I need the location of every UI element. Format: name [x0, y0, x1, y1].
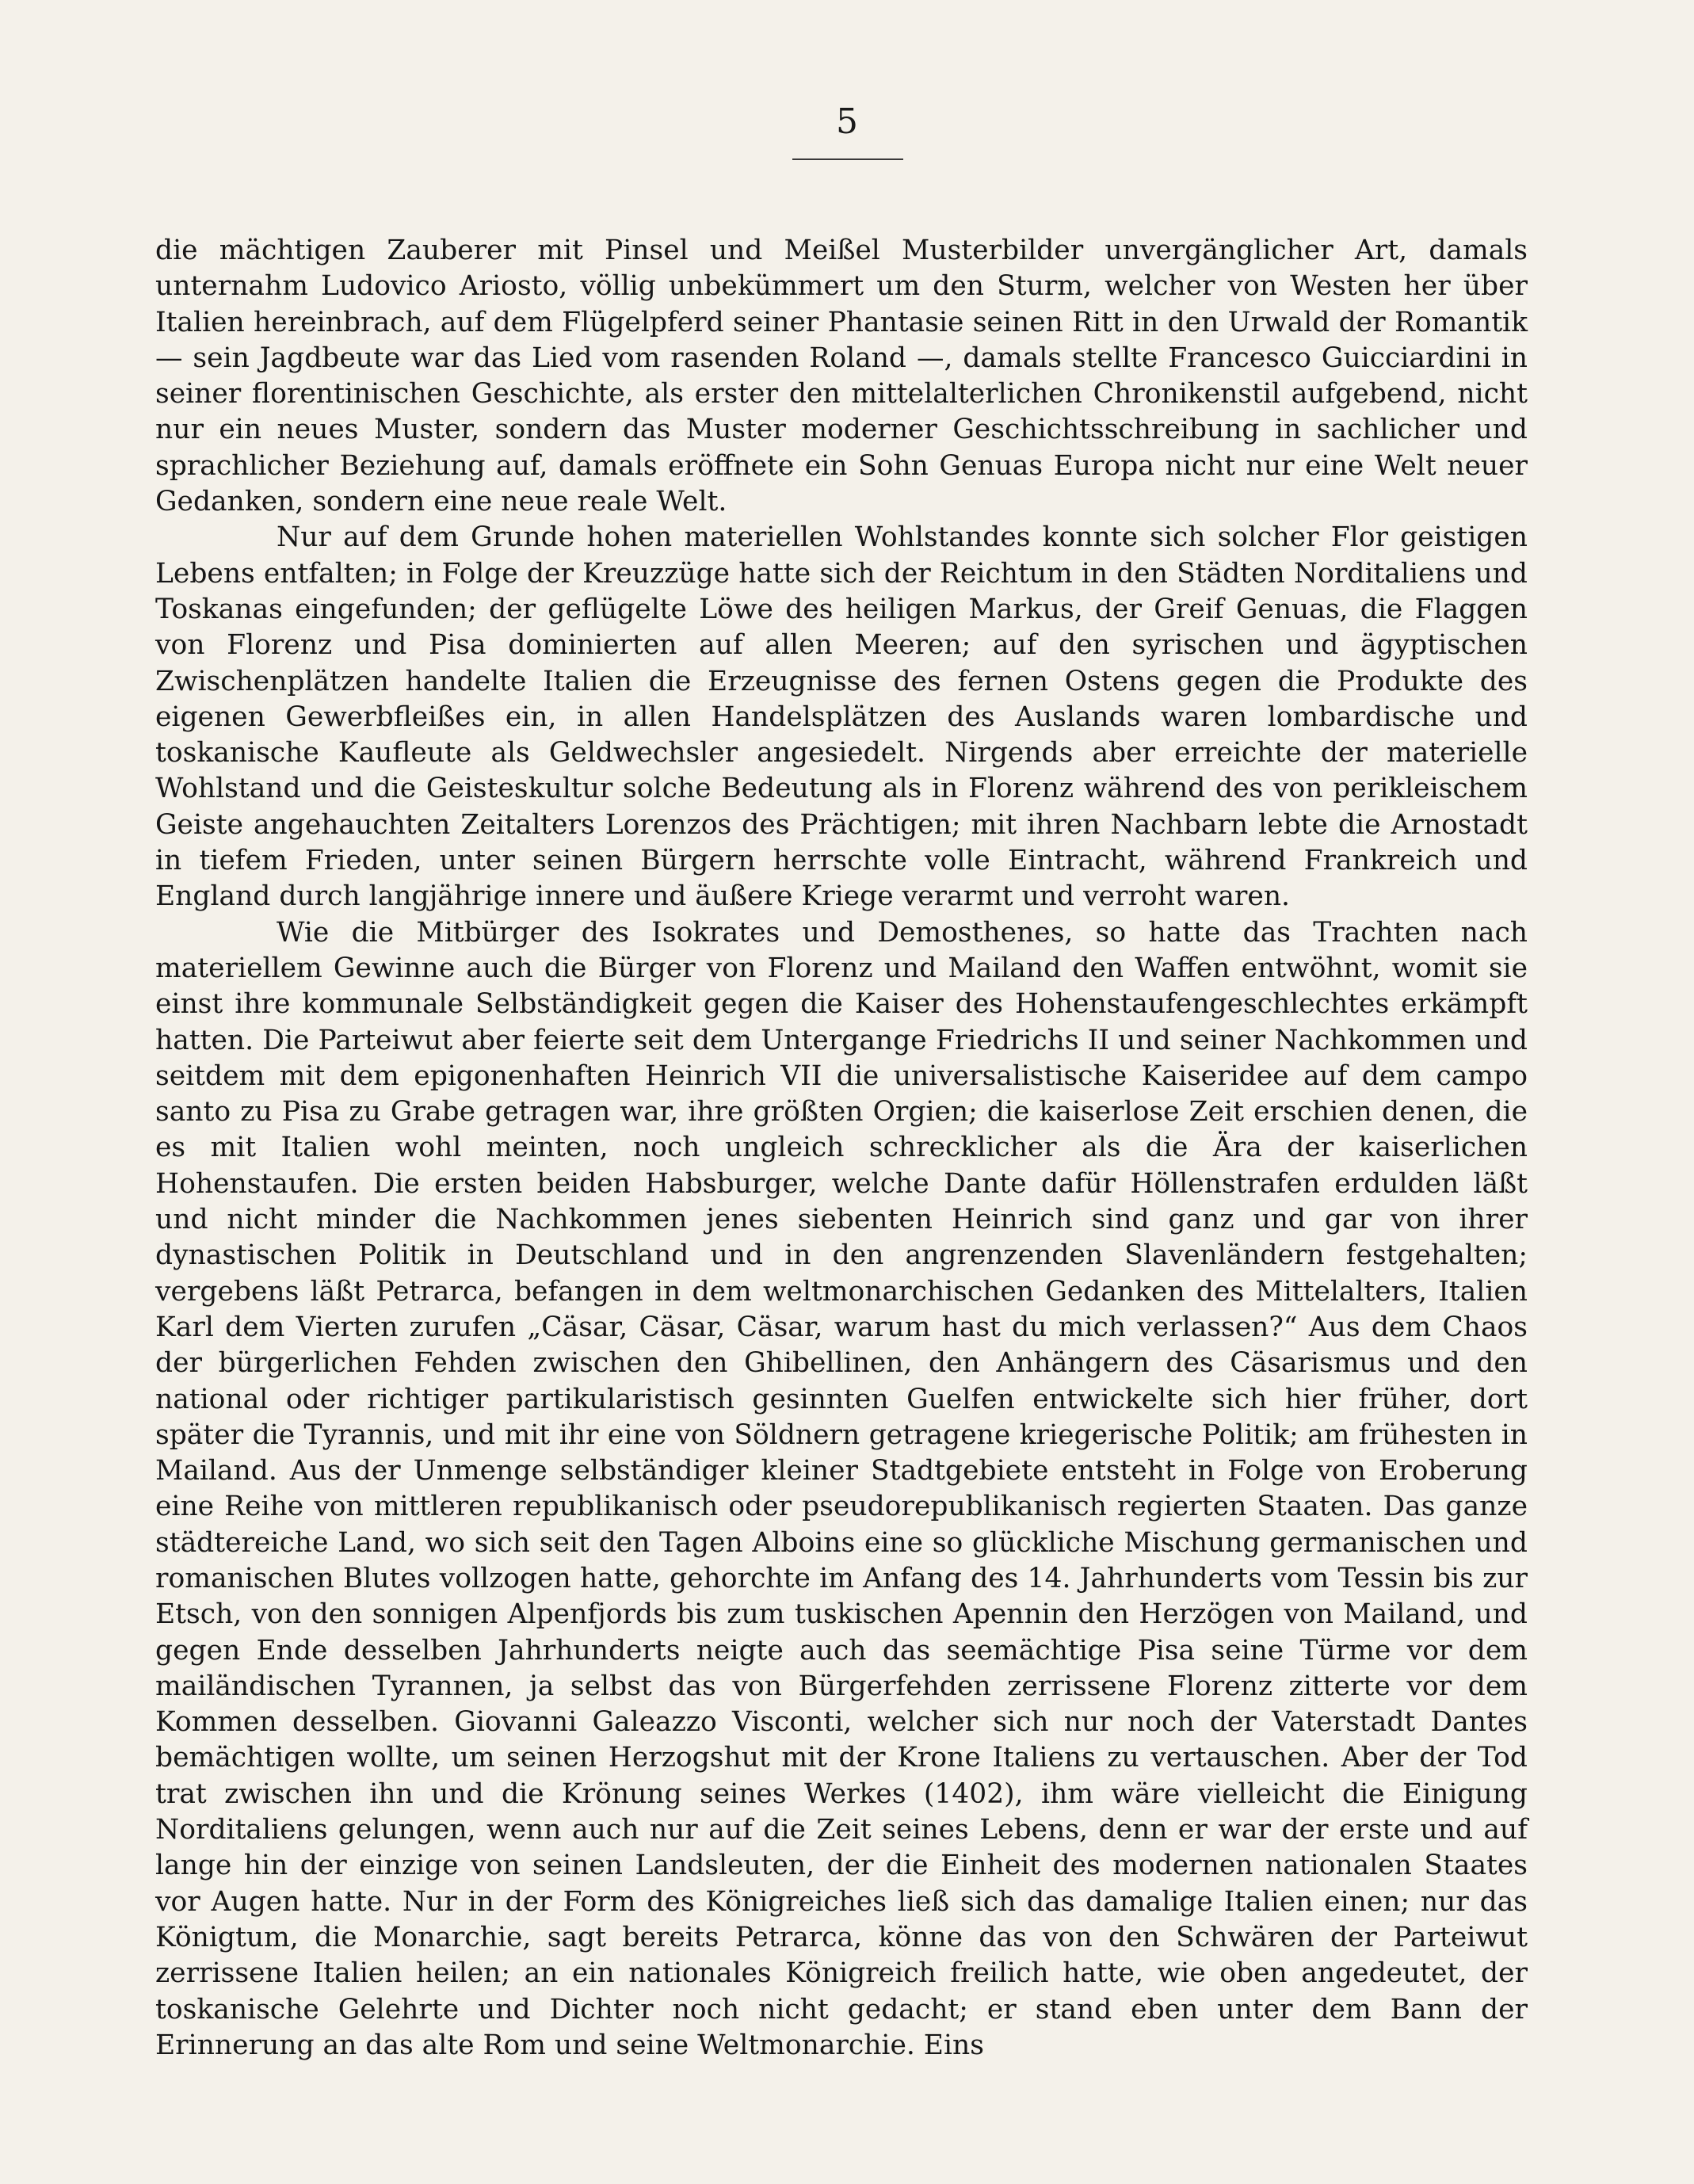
page-number: 5 — [836, 101, 858, 142]
paragraph-2: Nur auf dem Grunde hohen materiellen Wohlstandes konnte sich solcher Flor geistigen Lebens entfalten; in Folge der Kreuzzüge hatte sich der Reichtum in den Städten Norditaliens und Toskanas eingefunden; der geflügelte Löwe des heiligen Markus, der Greif Genuas, die Flaggen von Florenz und Pisa dominierten auf allen Meeren; auf den syrischen und ägyptischen Zwischenplätzen handelte Italien die Erzeugnisse des fernen Ostens gegen die Produkte des eigenen Gewerbfleißes ein, in allen Handelsplätzen des Auslands waren lombardische und toskanische Kaufleute als Geldwechsler angesiedelt. Nirgends aber erreichte der materielle Wohlstand und die Geisteskultur solche Bedeutung als in Florenz während des von perikleischem Geiste angehauchten Zeitalters Lorenzos des Prächtigen; mit ihren Nachbarn lebte die Arnostadt in tiefem Frieden, unter seinen Bürgern herrschte volle Eintracht, während Frankreich und England durch langjährige innere und äußere Kriege verarmt und verroht waren. — [155, 521, 1528, 913]
body-text — [155, 233, 1528, 2064]
paragraph-1: die mächtigen Zauberer mit Pinsel und Meißel Musterbilder unvergänglicher Art, damals unternahm Ludovico Ariosto, völlig unbekümmert um den Sturm, welcher von Westen her über Italien hereinbrach, auf dem Flügelpferd seiner Phantasie seinen Ritt in den Urwald der Romantik — sein Jagdbeute war das Lied vom rasenden Roland —, damals stellte Francesco Guicciardini in seiner florentinischen Geschichte, als erster den mittelalterlichen Chronikenstil aufgebend, nicht nur ein neues Muster, sondern das Muster moderner Geschichtsschreibung in sachlicher und sprachlicher Beziehung auf, damals eröffnete ein Sohn Genuas Europa nicht nur eine Welt neuer Gedanken, sondern eine neue reale Welt. — [155, 235, 1528, 518]
header-rule — [792, 158, 903, 160]
paragraph-3: Wie die Mitbürger des Isokrates und Demosthenes, so hatte das Trachten nach materiellem Gewinne auch die Bürger von Florenz und Mailand den Waffen entwöhnt, womit sie einst ihre kommunale Selbständigkeit gegen die Kaiser des Hohenstaufengeschlechtes erkämpft hatten. Die Parteiwut aber feierte seit dem Untergange Friedrichs II und seiner Nachkommen und seitdem mit dem epigonenhaften Heinrich VII die universalistische Kaiseridee auf dem campo santo zu Pisa zu Grabe getragen war, ihre größten Orgien; die kaiserlose Zeit erschien denen, die es mit Italien wohl meinten, noch ungleich schrecklicher als die Ära der kaiserlichen Hohenstaufen. Die ersten beiden Habsburger, welche Dante dafür Höllenstrafen erdulden läßt und nicht minder die Nachkommen jenes siebenten Heinrich sind ganz und gar von ihrer dynastischen Politik in Deutschland und in den angrenzenden Slavenländern festgehalten; vergebens läßt Petrarca, befangen in dem weltmonarchischen Gedanken des Mittelalters, Italien Karl dem Vierten zurufen „Cäsar, Cäsar, Cäsar, warum hast du mich verlassen?“ Aus dem Chaos der bürgerlichen Fehden zwischen den Ghibellinen, den Anhängern des Cäsarismus und den national oder richtiger partikularistisch gesinnten Guelfen entwickelte sich hier früher, dort später die Tyrannis, und mit ihr eine von Söldnern getragene kriegerische Politik; am frühesten in Mailand. Aus der Unmenge selbständiger kleiner Stadtgebiete entsteht in Folge von Eroberung eine Reihe von mittleren republikanisch oder pseudorepublikanisch regierten Staaten. Das ganze städtereiche Land, wo sich seit den Tagen Alboins eine so glückliche Mischung germanischen und romanischen Blutes vollzogen hatte, gehorchte im Anfang des 14. Jahrhunderts vom Tessin bis zur Etsch, von den sonnigen Alpenfjords bis zum tuskischen Apennin den Herzögen von Mailand, und gegen Ende desselben Jahrhunderts neigte auch das seemächtige Pisa seine Türme vor dem mailändischen Tyrannen, ja selbst das von Bürgerfehden zerrissene Florenz zitterte vor dem Kommen desselben. Giovanni Galeazzo Visconti, welcher sich nur noch der Vaterstadt Dantes bemächtigen wollte, um seinen Herzogshut mit der Krone Italiens zu vertauschen. Aber der Tod trat zwischen ihn und die Krönung seines Werkes (1402), ihm wäre vielleicht die Einigung Norditaliens gelungen, wenn auch nur auf die Zeit seines Lebens, denn er war der erste und auf lange hin der einzige von seinen Landsleuten, der die Einheit des modernen nationalen Staates vor Augen hatte. Nur in der Form des Königreiches ließ sich das damalige Italien einen; nur das Königtum, die Monarchie, sagt bereits Petrarca, könne das von den Schwären der Parteiwut zerrissene Italien heilen; an ein nationales Königreich freilich hatte, wie oben angedeutet, der toskanische Gelehrte und Dichter noch nicht gedacht; er stand eben unter dem Bann der Erinnerung an das alte Rom und seine Weltmonarchie. Eins — [155, 916, 1528, 2061]
